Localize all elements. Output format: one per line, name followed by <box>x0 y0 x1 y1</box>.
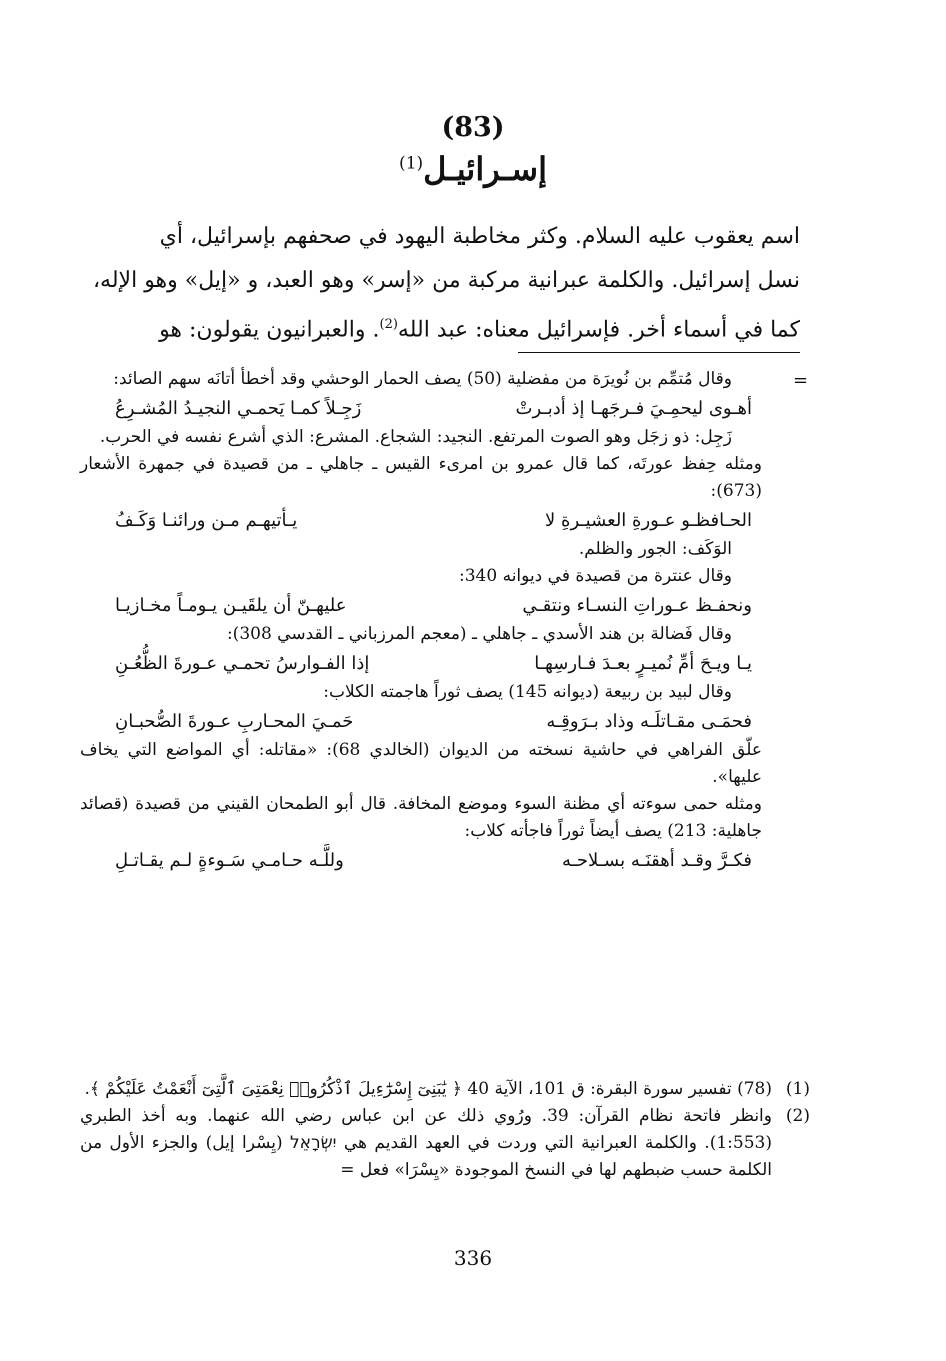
verse-first-hemistich: يـا ويـحَ أمِّ نُميـرٍ بعـدَ فـارسِهـا <box>534 653 752 674</box>
page-number: 336 <box>453 1246 493 1270</box>
verse-second-hemistich: زَجِـلاً كمـا يَحمـي النجيـدُ المُشـرِعُ <box>115 398 362 419</box>
footnote-paragraph: ومثله حمى سوءته أي مظنة السوء وموضع المخافة. قال أبو الطمحان القيني من قصيدة (قصائد جاهلية: 213) يصف أيضاً ثوراً فاجأته كلاب: <box>80 794 762 841</box>
footnote-paragraph: ومثله حِفظ عورتَه، كما قال عمرو بن امرىء القيس ـ جاهلي ـ من قصيدة في جمهرة الأشعار (673): <box>80 454 762 501</box>
entry-body <box>78 215 800 352</box>
verse-line <box>80 592 762 619</box>
continuation-mark: = <box>793 370 809 391</box>
footnote-text-segment: وانظر فاتحة نظام القرآن: 39. ورُوي ذلك عن ابن عباس رضي الله عنهما. وبه أخذ الطبري (1:553). والكلمة العبرانية التي وردت في العهد القديم هي <box>80 1106 772 1153</box>
verse-first-hemistich: فحمَـى مقـاتلَـه وذاد بـرَوقِـه <box>546 711 752 732</box>
footnote-text <box>80 1103 772 1184</box>
verse-line <box>80 847 762 874</box>
verse-line <box>80 708 762 735</box>
footnote-text: (78) تفسير سورة البقرة: ق 101، الآية 40 ﴿ يَٰبَنِىٓ إِسْرَٰٓءِيلَ ٱذْكُرُوا۟ نِعْمَتِىَ ٱلَّتِىٓ أَنْعَمْتُ عَلَيْكُمْ ﴾. <box>84 1079 772 1099</box>
verse-first-hemistich: أهـوى ليحمِـيَ فـرجَهـا إذ أدبـرتْ <box>515 398 752 419</box>
continued-footnote <box>80 366 762 876</box>
body-line <box>78 303 800 352</box>
verse-line <box>80 650 762 677</box>
entry-title-text: إسـرائيـل <box>423 150 547 188</box>
verse-line <box>80 507 762 534</box>
footnote-paragraph: وقال لبيد بن ربيعة (ديوانه 145) يصف ثوراً هاجمته الكلاب: <box>323 682 732 702</box>
footnote-separator <box>518 352 800 353</box>
body-line: نسل إسرائيل. والكلمة عبرانية مركبة من «إسر» وهو العبد، و «إيل» وهو الإله، <box>92 268 800 293</box>
footnote-paragraph: وقال عنترة من قصيدة في ديوانه 340: <box>459 566 732 586</box>
verse-first-hemistich: ونحفـظ عـوراتِ النسـاء ونتقـي <box>522 595 752 616</box>
footnote-paragraph: زَجِل: ذو زجَل وهو الصوت المرتفع. النجيد: الشجاع. المشرع: الذي أشرع نفسه في الحرب. <box>99 427 732 447</box>
footnote-text-segment: (يِسْرا إيل) والجزء الأول من الكلمة حسب ضبطهم لها في النسخ الموجودة «يِسْرَا» فعل = <box>80 1133 772 1180</box>
footnote-paragraph: وقال فَضالة بن هند الأسدي ـ جاهلي ـ (معجم المرزباني ـ القدسي 308): <box>226 624 732 644</box>
body-text-segment: . والعبرانيون يقولون: هو <box>159 317 380 343</box>
body-text-segment: كما في أسماء أخر. فإسرائيل معناه: عبد الله <box>397 317 800 343</box>
entry-number: (83) <box>441 112 505 143</box>
verse-second-hemistich: حَمـيَ المحـاربِ عـورةَ الصُّحبـانِ <box>115 711 354 732</box>
verse-second-hemistich: عليهـنّ أن يلقَيـن يـومـاً مخـازيـا <box>115 595 347 616</box>
footnote-2 <box>80 1103 810 1184</box>
verse-second-hemistich: يـأتيهـم مـن ورائنـا وَكَـفُ <box>115 510 298 531</box>
hebrew-word: יִשְׂרָאֵל <box>290 1133 337 1153</box>
footnote-1 <box>80 1076 810 1103</box>
footnote-paragraph: وقال مُتمِّم بن نُويرَة من مفضلية (50) يصف الحمار الوحشي وقد أخطأ أتانَه سهم الصائد: <box>113 369 732 389</box>
body-line: اسم يعقوب عليه السلام. وكثر مخاطبة اليهود في صحفهم بإسرائيل، أي <box>159 224 800 249</box>
verse-first-hemistich: الحـافظـو عـورةِ العشيـرةِ لا <box>545 510 752 531</box>
footnote-number: (2) <box>785 1106 810 1126</box>
entry-title <box>0 150 946 188</box>
body-footnote-ref[interactable]: (2) <box>379 317 398 332</box>
footnote-number: (1) <box>785 1079 810 1099</box>
verse-second-hemistich: وللَّـه حـامـي سَـوءةٍ لـم يقـاتـلِ <box>115 850 344 871</box>
footnote-paragraph: علّق الفراهي في حاشية نسخته من الديوان (الخالدي 68): «مقاتله: أي المواضع التي يخاف عليها». <box>80 740 763 787</box>
verse-first-hemistich: فكـرَّ وقـد أهقنَـه بسـلاحـه <box>561 850 752 871</box>
footnote-paragraph: الوَكَف: الجور والظلم. <box>578 539 732 559</box>
title-footnote-ref[interactable]: (1) <box>399 153 424 174</box>
page-footnotes <box>80 1076 810 1184</box>
verse-second-hemistich: إذا الفـوارسُ تحمـي عـورةَ الظُّعُـنِ <box>115 653 370 674</box>
verse-line <box>80 395 762 422</box>
